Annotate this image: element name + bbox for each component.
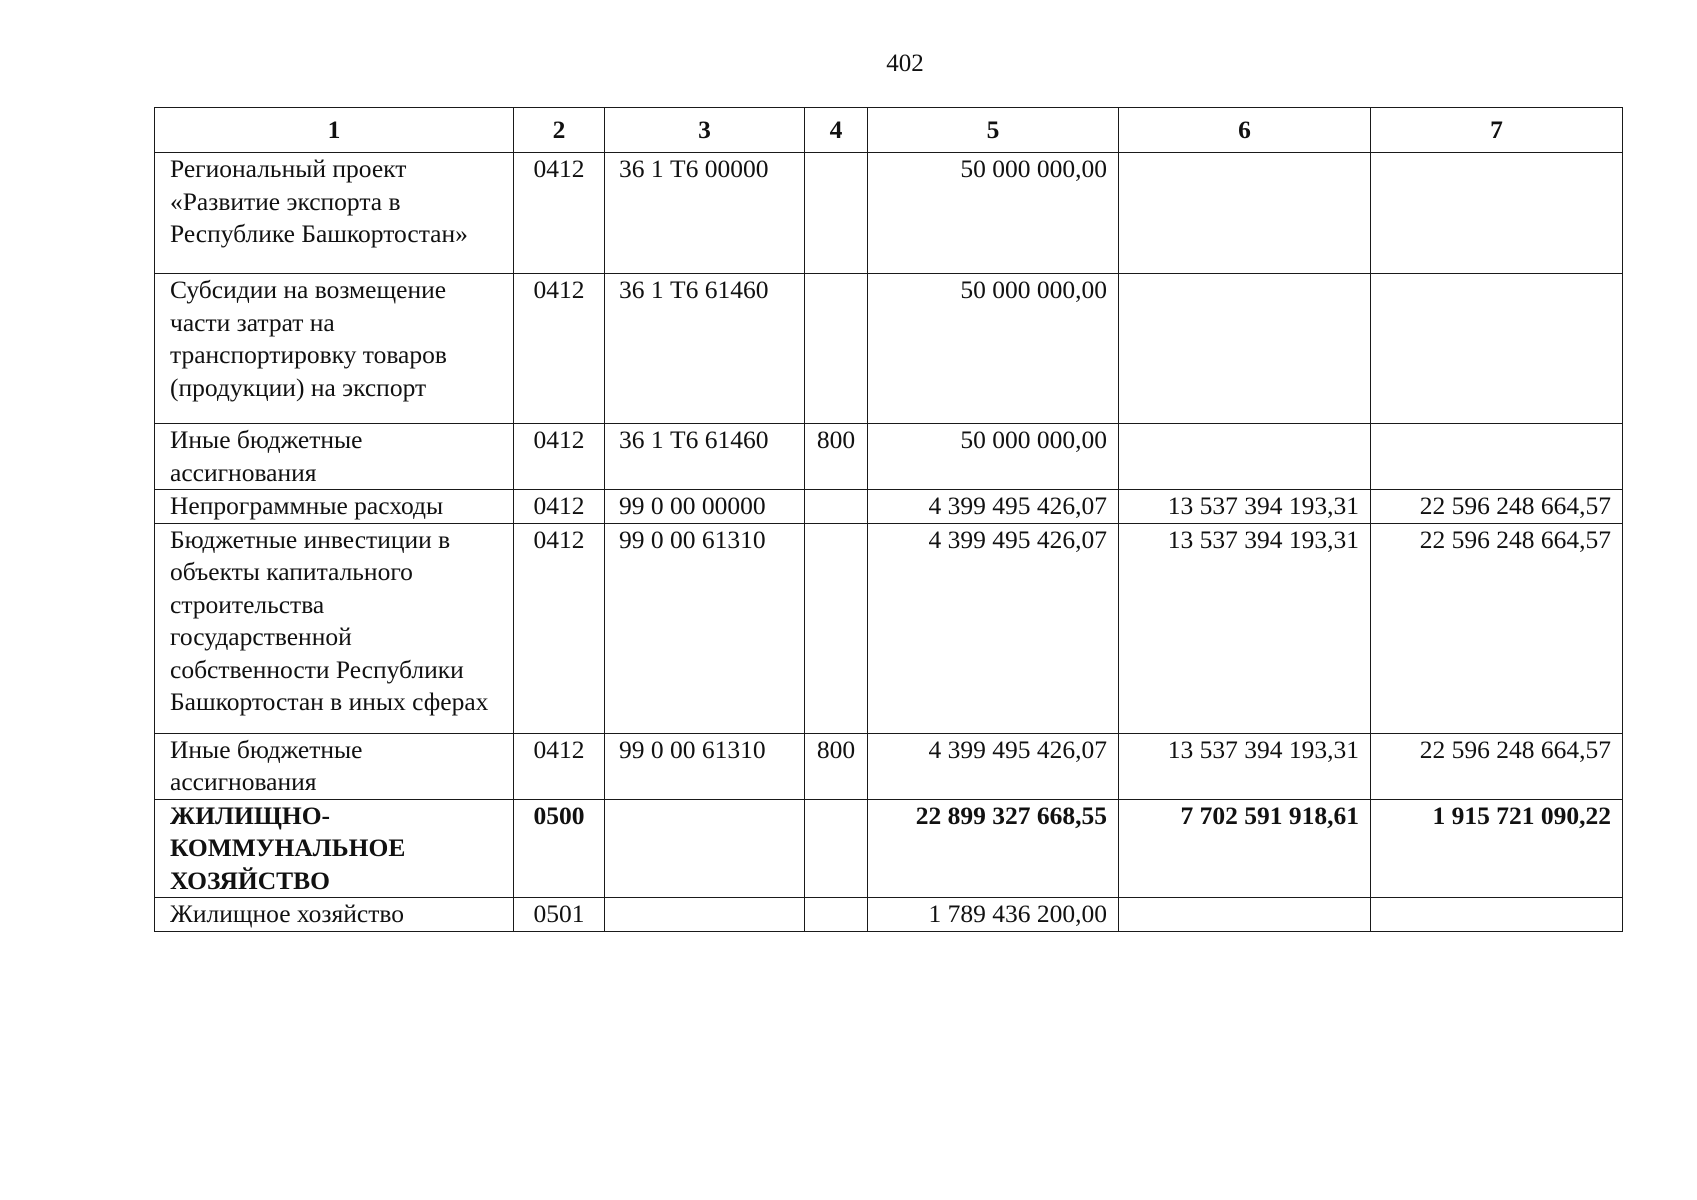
amount-col-6: 7 702 591 918,61 (1119, 799, 1371, 898)
column-header-6: 6 (1119, 108, 1371, 153)
expense-type (805, 799, 868, 898)
column-header-1: 1 (155, 108, 514, 153)
row-name: Непрограммные расходы (155, 490, 514, 524)
amount-col-5: 22 899 327 668,55 (868, 799, 1119, 898)
amount-col-7 (1371, 424, 1623, 490)
table-row (155, 490, 1623, 524)
amount-col-5: 4 399 495 426,07 (868, 523, 1119, 733)
row-name: Субсидии на возмещение части затрат на транспортировку товаров (продукции) на экспорт (155, 274, 514, 424)
target-article: 99 0 00 00000 (605, 490, 805, 524)
row-name: ЖИЛИЩНО-КОММУНАЛЬНОЕ ХОЗЯЙСТВО (155, 799, 514, 898)
expense-type (805, 490, 868, 524)
section-code: 0412 (514, 523, 605, 733)
amount-col-7 (1371, 898, 1623, 932)
amount-col-7 (1371, 274, 1623, 424)
row-name: Бюджетные инвестиции в объекты капитального строительства государственной собственности Республики Башкортостан в иных сферах (155, 523, 514, 733)
amount-col-5: 50 000 000,00 (868, 153, 1119, 274)
row-name: Жилищное хозяйство (155, 898, 514, 932)
column-header-2: 2 (514, 108, 605, 153)
amount-col-5: 1 789 436 200,00 (868, 898, 1119, 932)
amount-col-5: 4 399 495 426,07 (868, 490, 1119, 524)
row-name: Иные бюджетные ассигнования (155, 424, 514, 490)
table-row (155, 898, 1623, 932)
expense-type (805, 523, 868, 733)
section-code: 0412 (514, 733, 605, 799)
amount-col-6 (1119, 274, 1371, 424)
target-article (605, 799, 805, 898)
target-article (605, 898, 805, 932)
amount-col-6 (1119, 153, 1371, 274)
target-article: 36 1 Т6 61460 (605, 424, 805, 490)
expense-type (805, 153, 868, 274)
table-row (155, 733, 1623, 799)
page-number: 402 (886, 50, 924, 77)
table-row (155, 424, 1623, 490)
section-code: 0412 (514, 274, 605, 424)
row-name: Иные бюджетные ассигнования (155, 733, 514, 799)
amount-col-5: 50 000 000,00 (868, 274, 1119, 424)
section-code: 0501 (514, 898, 605, 932)
column-header-5: 5 (868, 108, 1119, 153)
table-row (155, 523, 1623, 733)
row-name: Региональный проект «Развитие экспорта в Республике Башкортостан» (155, 153, 514, 274)
amount-col-6: 13 537 394 193,31 (1119, 733, 1371, 799)
section-code: 0500 (514, 799, 605, 898)
amount-col-5: 50 000 000,00 (868, 424, 1119, 490)
amount-col-7: 22 596 248 664,57 (1371, 490, 1623, 524)
expense-type (805, 274, 868, 424)
expense-type: 800 (805, 733, 868, 799)
table-row (155, 153, 1623, 274)
amount-col-6: 13 537 394 193,31 (1119, 490, 1371, 524)
amount-col-7: 22 596 248 664,57 (1371, 523, 1623, 733)
amount-col-6 (1119, 898, 1371, 932)
section-code: 0412 (514, 424, 605, 490)
target-article: 36 1 Т6 00000 (605, 153, 805, 274)
expense-type: 800 (805, 424, 868, 490)
section-code: 0412 (514, 490, 605, 524)
amount-col-5: 4 399 495 426,07 (868, 733, 1119, 799)
target-article: 99 0 00 61310 (605, 733, 805, 799)
target-article: 99 0 00 61310 (605, 523, 805, 733)
expense-type (805, 898, 868, 932)
column-header-4: 4 (805, 108, 868, 153)
amount-col-6: 13 537 394 193,31 (1119, 523, 1371, 733)
amount-col-7: 1 915 721 090,22 (1371, 799, 1623, 898)
header-row (155, 108, 1623, 153)
budget-table (154, 107, 1623, 932)
amount-col-7: 22 596 248 664,57 (1371, 733, 1623, 799)
target-article: 36 1 Т6 61460 (605, 274, 805, 424)
table-body (155, 153, 1623, 932)
amount-col-7 (1371, 153, 1623, 274)
column-header-7: 7 (1371, 108, 1623, 153)
table-row (155, 274, 1623, 424)
column-header-3: 3 (605, 108, 805, 153)
amount-col-6 (1119, 424, 1371, 490)
section-code: 0412 (514, 153, 605, 274)
table-row (155, 799, 1623, 898)
